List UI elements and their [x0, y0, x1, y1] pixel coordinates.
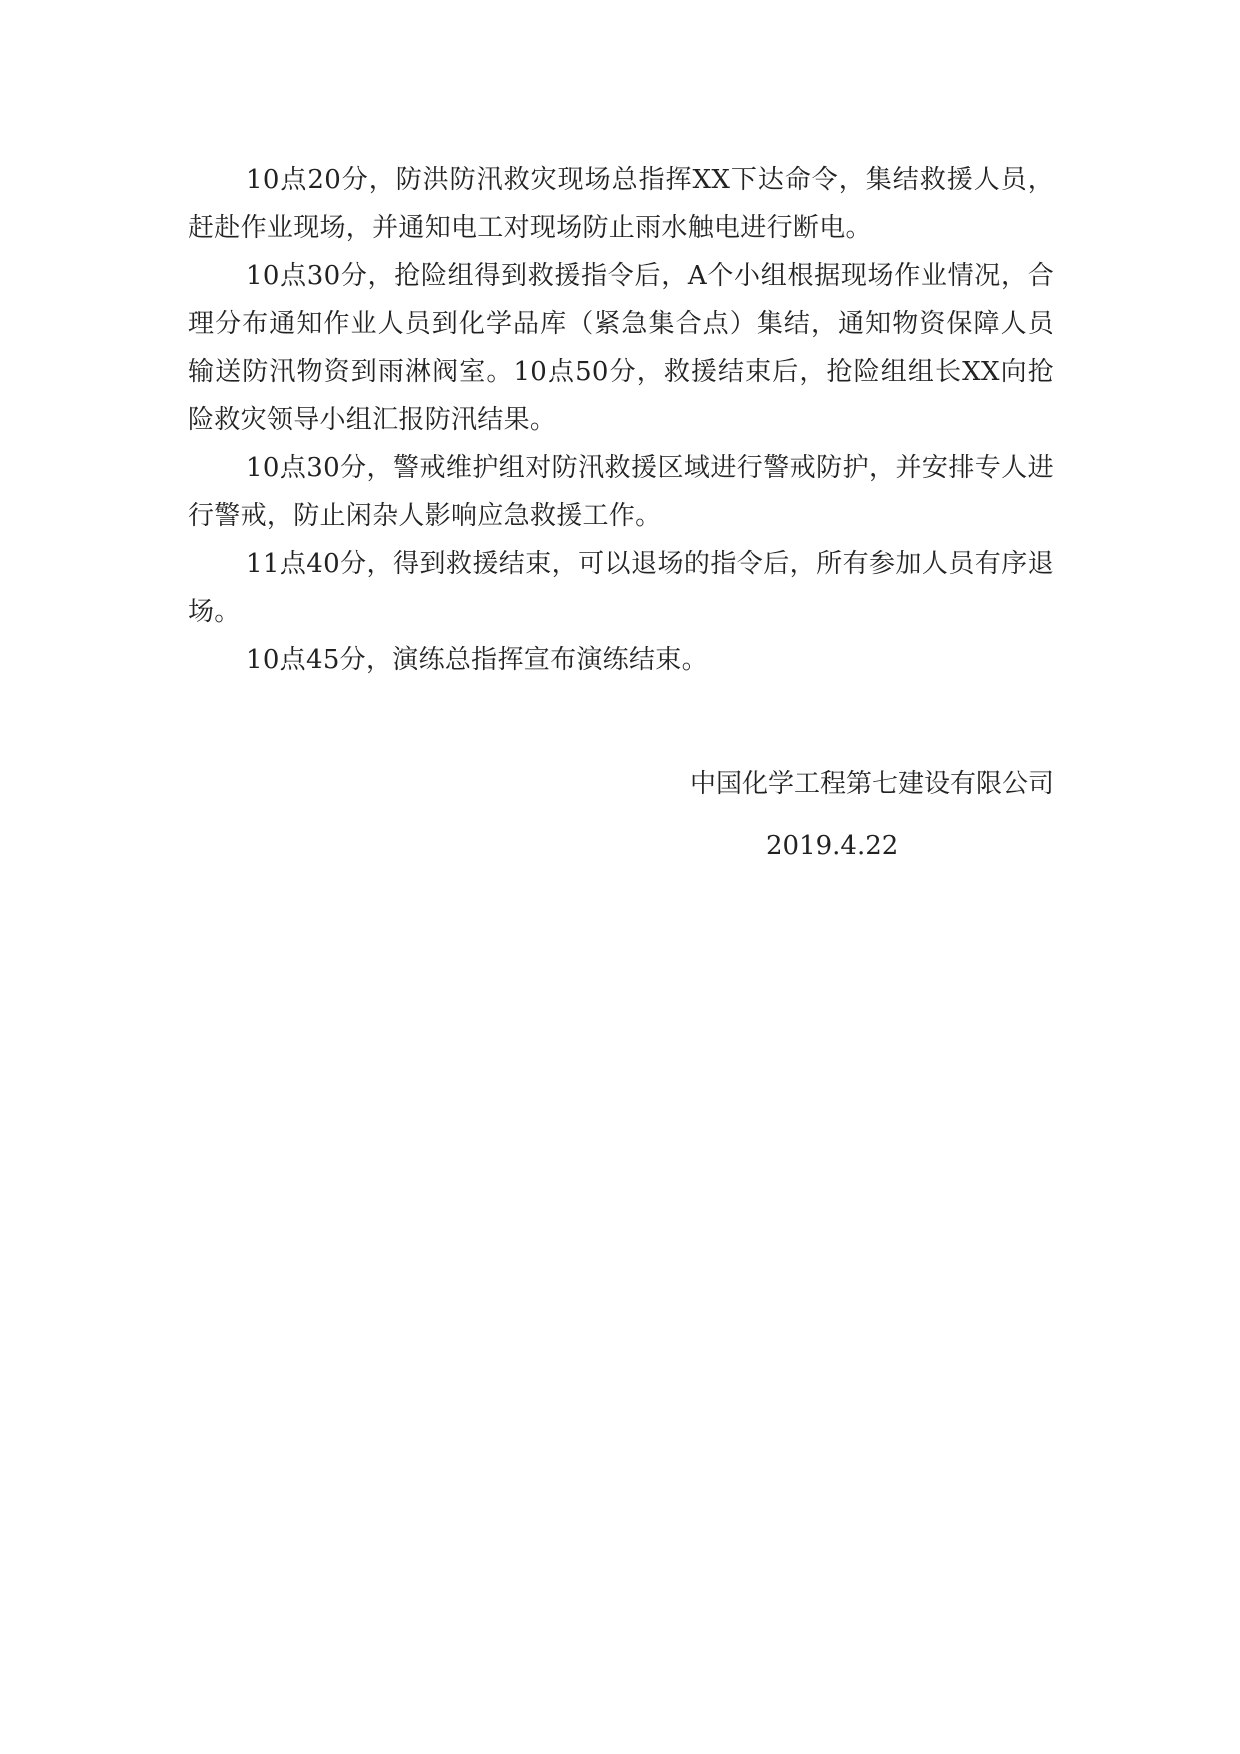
paragraph-1: 10点20分，防洪防汛救灾现场总指挥XX下达命令，集结救援人员，赶赴作业现场，并通知电工对现场防止雨水触电进行断电。	[188, 165, 1054, 243]
paragraph-4: 11点40分，得到救援结束，可以退场的指令后，所有参加人员有序退场。	[188, 549, 1054, 627]
paragraph-2: 10点30分，抢险组得到救援指令后，A个小组根据现场作业情况，合理分布通知作业人员到化学品库（紧急集合点）集结，通知物资保障人员输送防汛物资到雨淋阀室。10点50分，救援结束后，抢险组组长XX向抢险救灾领导小组汇报防汛结果。	[188, 261, 1054, 435]
company-signature: 中国化学工程第七建设有限公司	[689, 769, 1054, 799]
document-date: 2019.4.22	[766, 831, 899, 861]
paragraph-3: 10点30分，警戒维护组对防汛救援区域进行警戒防护，并安排专人进行警戒，防止闲杂人影响应急救援工作。	[188, 453, 1054, 531]
document-body	[188, 156, 1054, 684]
paragraph-5: 10点45分，演练总指挥宣布演练结束。	[246, 645, 708, 675]
